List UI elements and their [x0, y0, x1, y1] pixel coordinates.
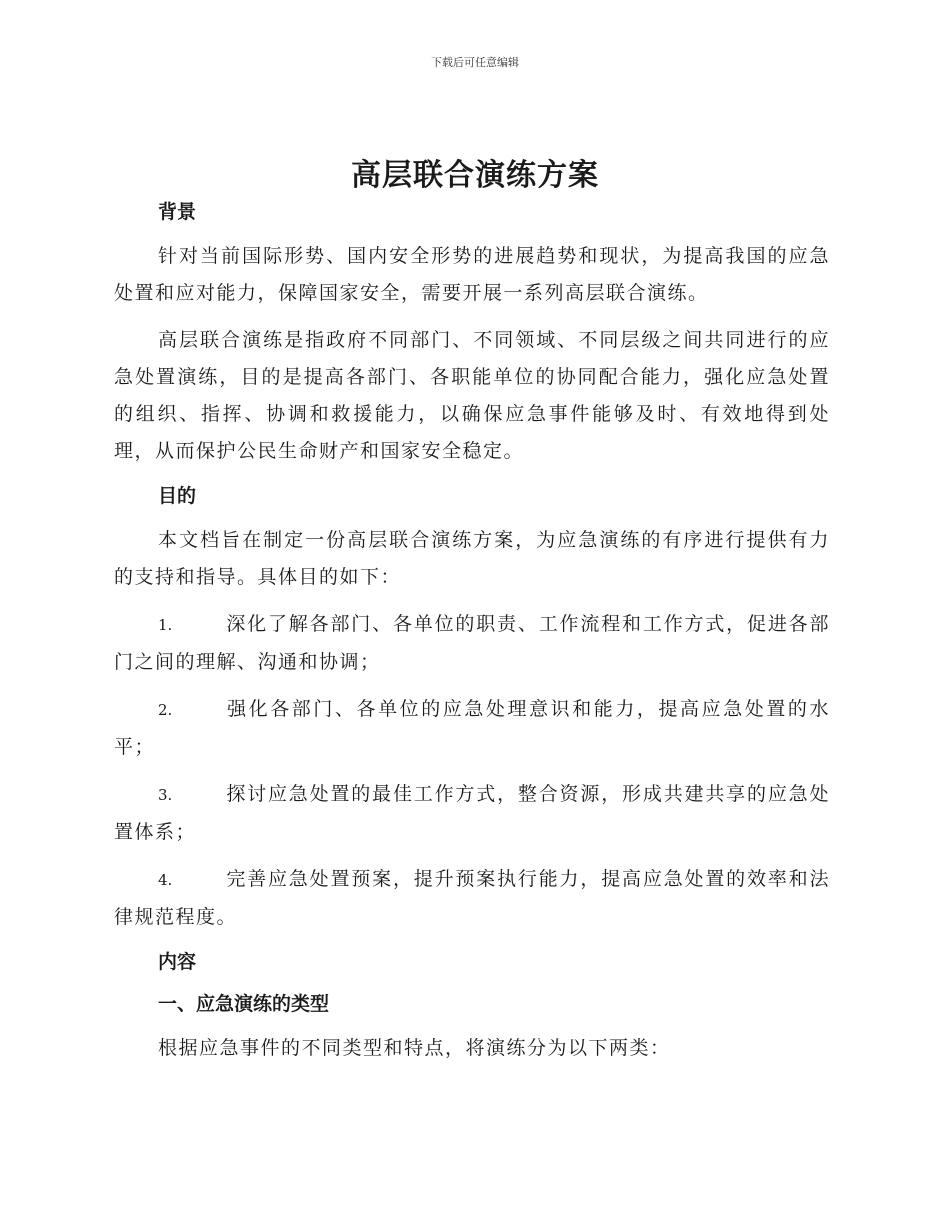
section-heading-content: 内容 — [158, 951, 197, 973]
list-item-number: 4. — [158, 871, 173, 889]
list-item-number: 2. — [158, 701, 173, 719]
list-item — [114, 861, 830, 936]
list-item-text: 完善应急处置预案，提升预案执行能力，提高应急处置的效率和法律规范程度。 — [114, 868, 830, 928]
list-item — [114, 776, 830, 851]
document-body — [114, 196, 830, 1077]
document-title: 高层联合演练方案 — [351, 158, 599, 193]
list-item-number: 3. — [158, 786, 173, 804]
background-paragraph-2: 高层联合演练是指政府不同部门、不同领域、不同层级之间共同进行的应急处置演练，目的是提高各部门、各职能单位的协同配合能力，强化应急处置的组织、指挥、协调和救援能力，以确保应急事件能够及时、有效地得到处理，从而保护公民生命财产和国家安全稳定。 — [114, 329, 830, 462]
list-item — [114, 606, 830, 681]
list-item-text: 强化各部门、各单位的应急处理意识和能力，提高应急处置的水平； — [114, 698, 830, 758]
section-heading-background: 背景 — [158, 201, 197, 223]
subsection-heading-drill-types: 一、应急演练的类型 — [158, 993, 330, 1015]
list-item — [114, 691, 830, 766]
page-header-note: 下载后可任意编辑 — [431, 56, 519, 69]
background-paragraph-1: 针对当前国际形势、国内安全形势的进展趋势和现状，为提高我国的应急处置和应对能力，保障国家安全，需要开展一系列高层联合演练。 — [114, 245, 830, 304]
list-item-text: 探讨应急处置的最佳工作方式，整合资源，形成共建共享的应急处置体系； — [114, 783, 830, 843]
list-item-number: 1. — [158, 616, 173, 634]
section-heading-purpose: 目的 — [158, 485, 197, 507]
content-paragraph: 根据应急事件的不同类型和特点，将演练分为以下两类： — [158, 1037, 671, 1059]
purpose-intro: 本文档旨在制定一份高层联合演练方案，为应急演练的有序进行提供有力的支持和指导。具体目的如下： — [114, 529, 830, 588]
list-item-text: 深化了解各部门、各单位的职责、工作流程和工作方式，促进各部门之间的理解、沟通和协调； — [114, 613, 830, 673]
